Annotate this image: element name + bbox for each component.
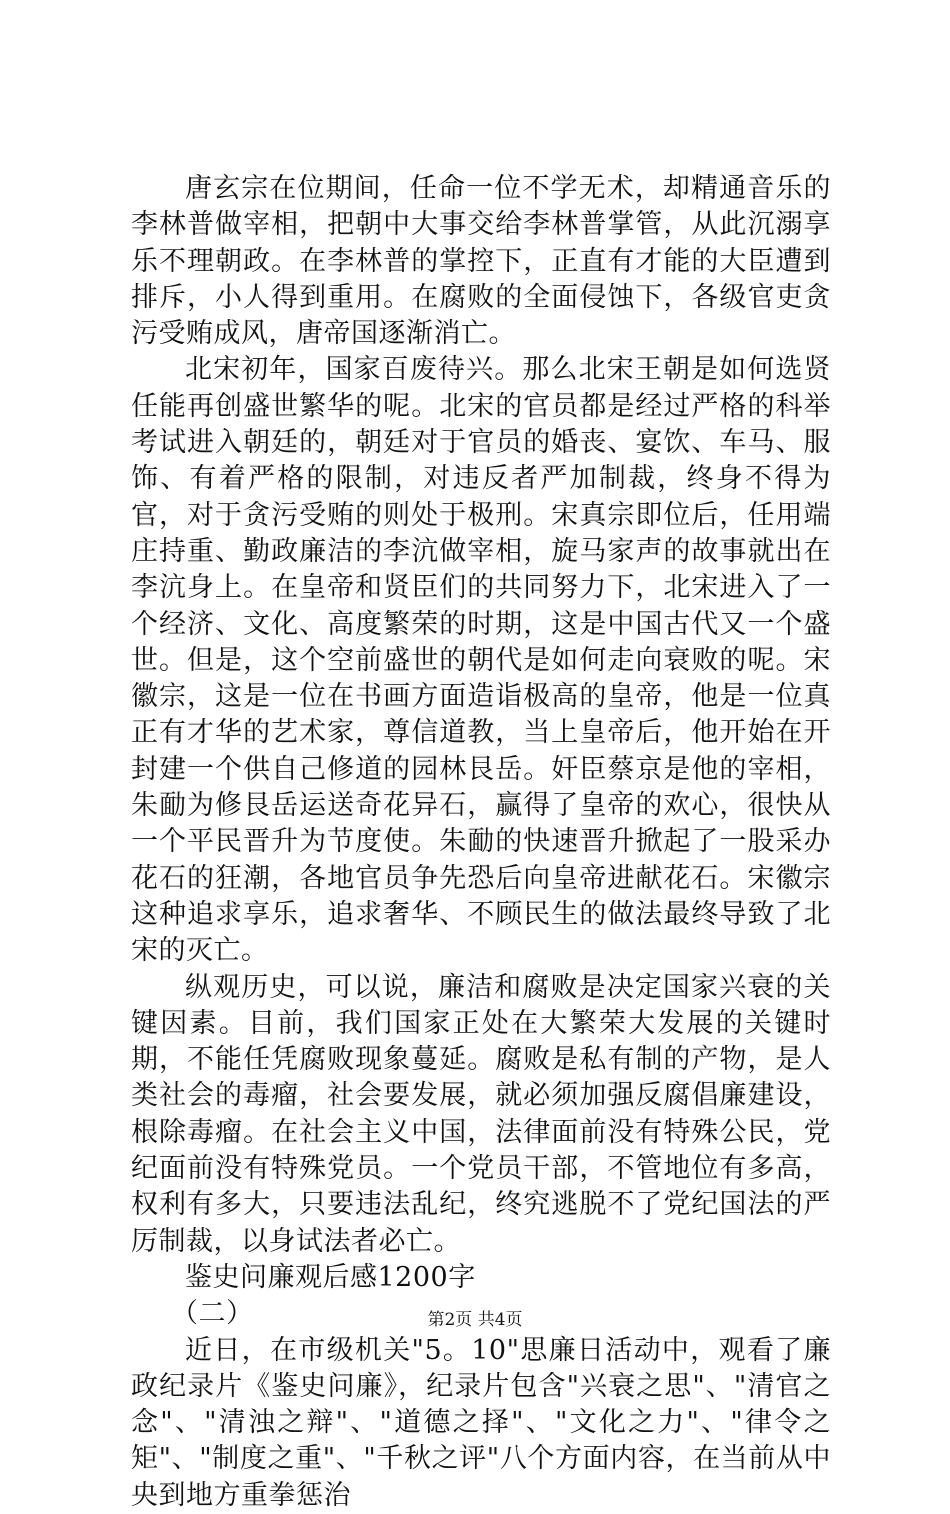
section-number: （二） <box>171 1298 254 1330</box>
paragraph-tang: 唐玄宗在位期间，任命一位不学无术，却精通音乐的李林普做宰相，把朝中大事交给李林普掌管，从此沉溺享乐不理朝政。在李林普的掌控下，正直有才能的大臣遭到排斥，小人得到重用。在腐败的全面侵蚀下，各级官吏贪污受贿成风，唐帝国逐渐消亡。 <box>131 173 831 350</box>
page-footer: 第2页 共4页 <box>427 1310 523 1330</box>
paragraph-conclusion: 纵观历史，可以说，廉洁和腐败是决定国家兴衰的关键因素。目前，我们国家正处在大繁荣大发展的关键时期，不能任凭腐败现象蔓延。腐败是私有制的产物，是人类社会的毒瘤，社会要发展，就必须加强反腐倡廉建设，根除毒瘤。在社会主义中国，法律面前没有特殊公民，党纪面前没有特殊党员。一个党员干部，不管地位有多高，权利有多大，只要违法乱纪，终究逃脱不了党纪国法的严厉制裁，以身试法者必亡。 <box>131 971 831 1257</box>
section-title: 鉴史问廉观后感1200字 <box>185 1261 476 1293</box>
paragraph-recent: 近日，在市级机关"5。10"思廉日活动中，观看了廉政纪录片《鉴史问廉》，纪录片包含"兴衰之思"、"清官之念"、"清浊之辩"、"道德之择"、"文化之力"、"律令之矩"、"制度之重"、"千秋之评"八个方面内容，在当前从中央到地方重拳惩治 <box>131 1334 831 1511</box>
paragraph-northern-song: 北宋初年，国家百废待兴。那么北宋王朝是如何选贤任能再创盛世繁华的呢。北宋的官员都是经过严格的科举考试进入朝廷的，朝廷对于官员的婚丧、宴饮、车马、服饰、有着严格的限制，对违反者严加制裁，终身不得为官，对于贪污受贿的则处于极刑。宋真宗即位后，任用端庄持重、勤政廉洁的李沆做宰相，旋马家声的故事就出在李沆身上。在皇帝和贤臣们的共同努力下，北宋进入了一个经济、文化、高度繁荣的时期，这是中国古代又一个盛世。但是，这个空前盛世的朝代是如何走向衰败的呢。宋徽宗，这是一位在书画方面造诣极高的皇帝，他是一位真正有才华的艺术家，尊信道教，当上皇帝后，他开始在开封建一个供自己修道的园林艮岳。奸臣蔡京是他的宰相，朱勔为修艮岳运送奇花异石，赢得了皇帝的欢心，很快从一个平民晋升为节度使。朱勔的快速晋升掀起了一股采办花石的狂潮，各地官员争先恐后向皇帝进献花石。宋徽宗这种追求享乐，追求奢华、不顾民生的做法最终导致了北宋的灭亡。 <box>131 354 831 967</box>
